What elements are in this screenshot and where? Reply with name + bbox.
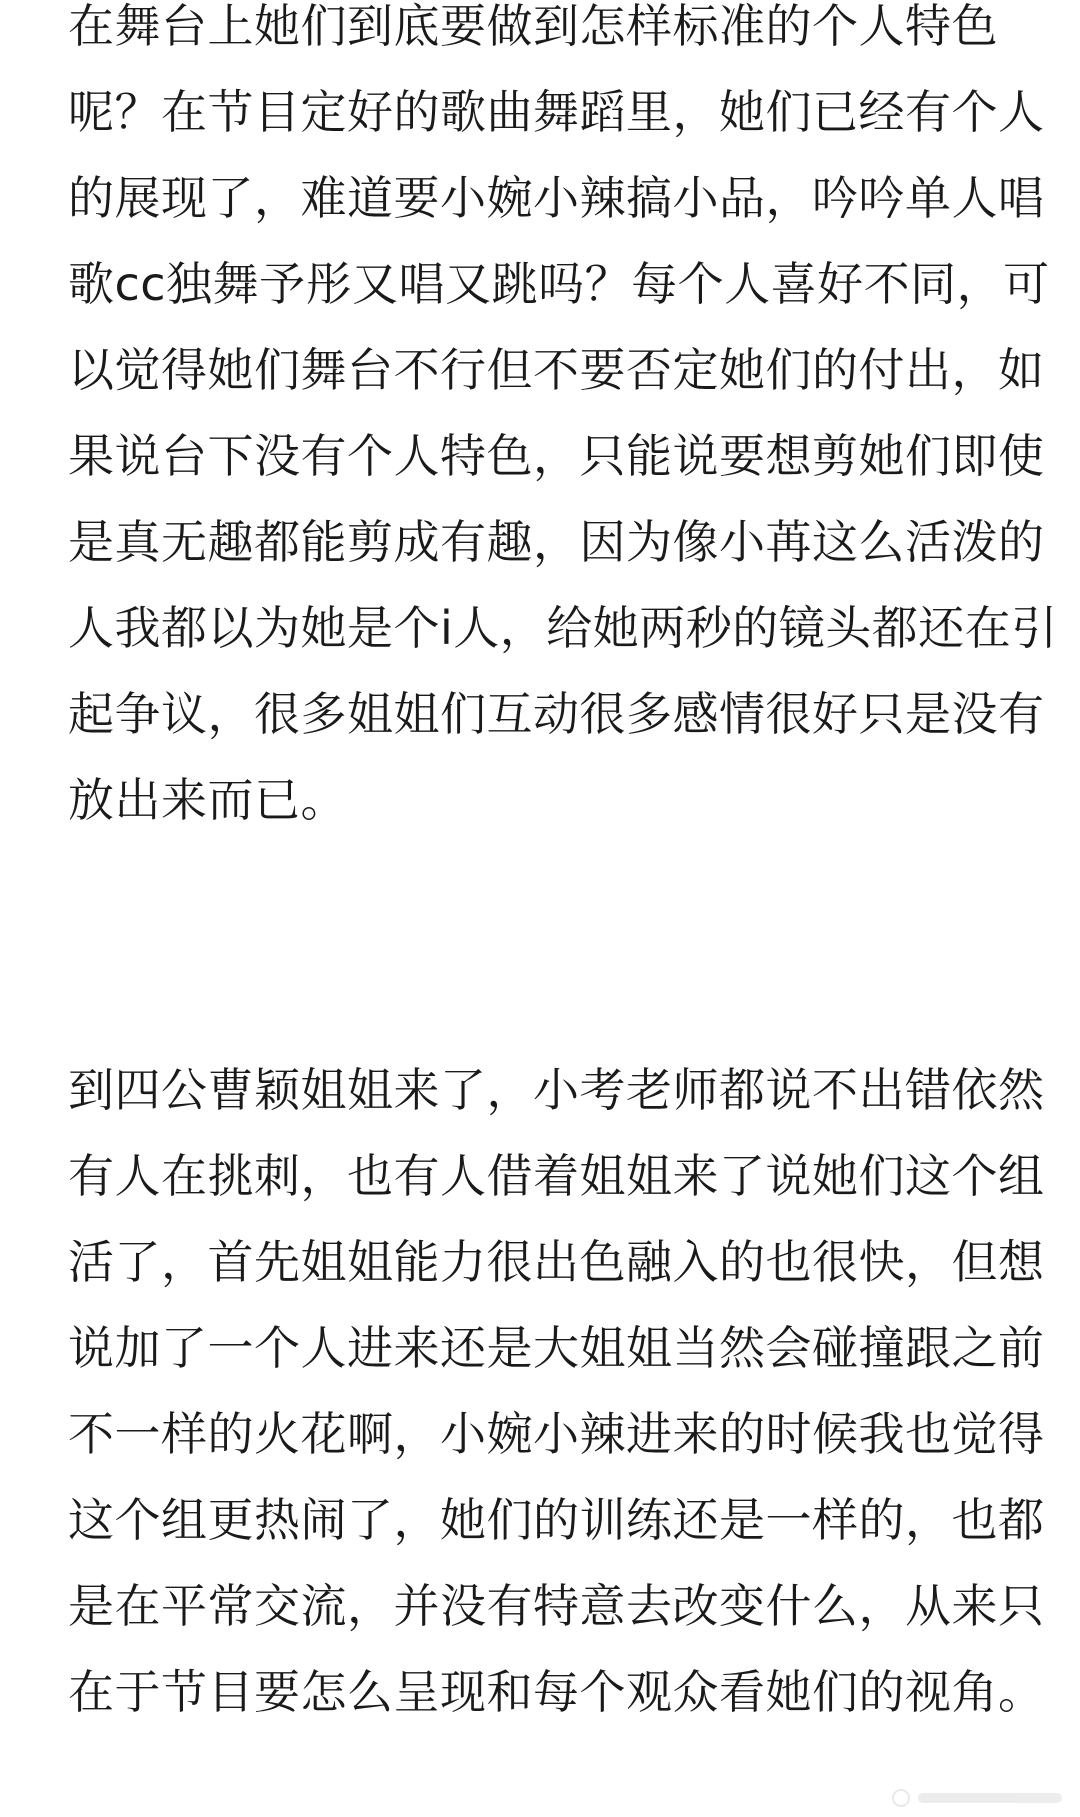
text-line: 呢？在节目定好的歌曲舞蹈里，她们已经有个人 — [68, 85, 1045, 139]
text-line: 人我都以为她是个i人，给她两秒的镜头都还在引 — [68, 601, 1058, 655]
text-line: 在于节目要怎么呈现和每个观众看她们的视角。 — [68, 1665, 1045, 1719]
text-line: 说加了一个人进来还是大姐姐当然会碰撞跟之前 — [68, 1321, 1045, 1375]
text-line: 到四公曹颖姐姐来了，小考老师都说不出错依然 — [68, 1063, 1045, 1117]
paragraph-2 — [68, 1047, 1045, 1735]
text-line: 起争议，很多姐姐们互动很多感情很好只是没有 — [68, 687, 1045, 741]
text-line: 这个组更热闹了，她们的训练还是一样的，也都 — [68, 1493, 1045, 1547]
text-line: 在舞台上她们到底要做到怎样标准的个人特色 — [68, 0, 998, 53]
paragraph-1 — [68, 0, 1058, 843]
text-line: 有人在挑刺，也有人借着姐姐来了说她们这个组 — [68, 1149, 1045, 1203]
text-line: 放出来而已。 — [68, 773, 347, 827]
text-line: 歌cc独舞予彤又唱又跳吗？每个人喜好不同，可 — [68, 257, 1050, 311]
text-line: 的展现了，难道要小婉小辣搞小品，吟吟单人唱 — [68, 171, 1045, 225]
text-line: 果说台下没有个人特色，只能说要想剪她们即使 — [68, 429, 1045, 483]
watermark — [892, 1787, 1062, 1809]
watermark-text-blur — [918, 1793, 1062, 1803]
watermark-logo-icon — [892, 1789, 910, 1807]
text-line: 是真无趣都能剪成有趣，因为像小苒这么活泼的 — [68, 515, 1045, 569]
text-line: 活了，首先姐姐能力很出色融入的也很快，但想 — [68, 1235, 1045, 1289]
text-line: 不一样的火花啊，小婉小辣进来的时候我也觉得 — [68, 1407, 1045, 1461]
text-line: 是在平常交流，并没有特意去改变什么，从来只 — [68, 1579, 1045, 1633]
text-line: 以觉得她们舞台不行但不要否定她们的付出，如 — [68, 343, 1045, 397]
